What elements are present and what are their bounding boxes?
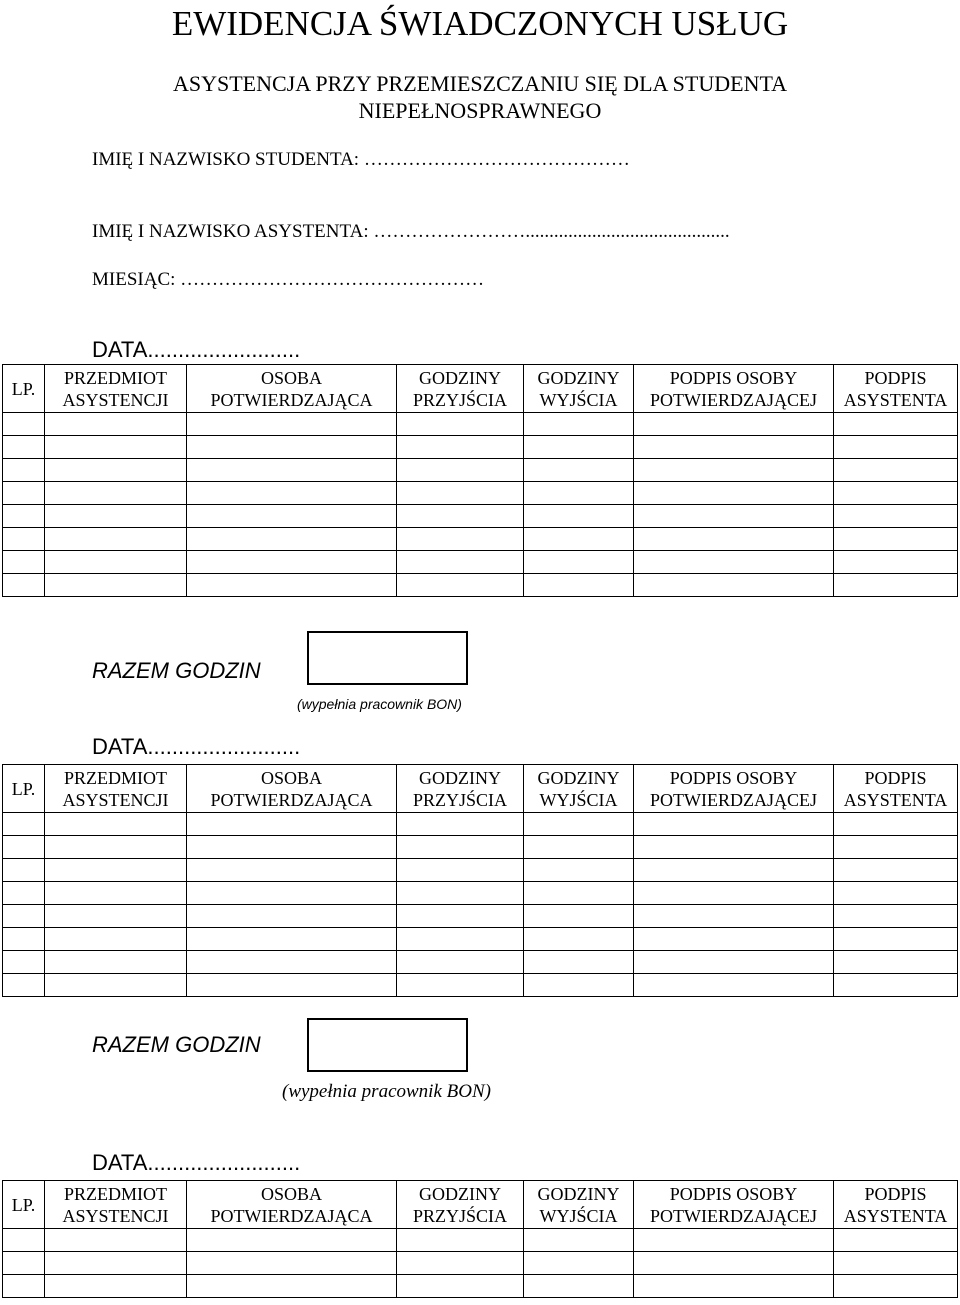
col-time-out-line1: GODZINY	[537, 367, 620, 388]
service-table	[2, 764, 958, 997]
col-time-out-line2: WYJŚCIA	[539, 389, 618, 410]
col-subject-line2: ASYSTENCJI	[62, 789, 169, 810]
col-sign-person-line2: POTWIERDZAJĄCEJ	[650, 789, 817, 810]
table-header-row	[3, 765, 958, 813]
document-title: EWIDENCJA ŚWIADCZONYCH USŁUG	[171, 4, 789, 43]
col-subject-line2: ASYSTENCJI	[62, 389, 169, 410]
col-time-out	[524, 365, 634, 413]
table-row[interactable]	[3, 813, 958, 836]
col-sign-assistant-line1: PODPIS	[864, 767, 927, 788]
total-hours-box[interactable]	[307, 631, 468, 685]
table-row[interactable]	[3, 859, 958, 882]
col-person-line2: POTWIERDZAJĄCA	[210, 389, 373, 410]
table-row[interactable]	[3, 1275, 958, 1298]
col-person-line2: POTWIERDZAJĄCA	[210, 1205, 373, 1226]
table-header-row	[3, 1181, 958, 1229]
col-sign-person-line1: PODPIS OSOBY	[669, 1183, 798, 1204]
col-subject-line1: PRZEDMIOT	[64, 767, 167, 788]
col-subject	[45, 765, 187, 813]
subtitle-line-2: NIEPEŁNOSPRAWNEGO	[358, 98, 602, 123]
service-table	[2, 364, 958, 597]
col-sign-person-line1: PODPIS OSOBY	[669, 767, 798, 788]
table-row[interactable]	[3, 436, 958, 459]
total-hours-box[interactable]	[307, 1018, 468, 1072]
col-time-out	[524, 765, 634, 813]
col-lp	[3, 1181, 45, 1229]
subtitle-line-1: ASYSTENCJA PRZY PRZEMIESZCZANIU SIĘ DLA STUDENTA	[172, 71, 788, 96]
table-row[interactable]	[3, 505, 958, 528]
table-row[interactable]	[3, 905, 958, 928]
table-row[interactable]	[3, 882, 958, 905]
month-field[interactable]: MIESIĄC: …………………………………………	[92, 269, 485, 290]
col-subject-line1: PRZEDMIOT	[64, 367, 167, 388]
col-time-in-line2: PRZYJŚCIA	[412, 789, 508, 810]
col-person-line1: OSOBA	[260, 767, 322, 788]
col-sign-assistant-line2: ASYSTENTA	[843, 1205, 948, 1226]
table-row[interactable]	[3, 459, 958, 482]
col-time-in-line1: GODZINY	[419, 1183, 501, 1204]
col-lp-label: LP.	[11, 1194, 36, 1215]
col-person	[187, 1181, 397, 1229]
col-subject-line1: PRZEDMIOT	[64, 1183, 167, 1204]
table-row[interactable]	[3, 551, 958, 574]
col-sign-person	[634, 765, 834, 813]
col-sign-person	[634, 365, 834, 413]
col-sign-person-line2: POTWIERDZAJĄCEJ	[650, 1205, 817, 1226]
col-sign-person-line2: POTWIERDZAJĄCEJ	[650, 389, 817, 410]
col-time-in-line2: PRZYJŚCIA	[412, 1205, 508, 1226]
col-subject	[45, 365, 187, 413]
table-header-row	[3, 365, 958, 413]
col-person	[187, 365, 397, 413]
date-label[interactable]: DATA.........................	[92, 337, 301, 362]
col-time-out-line1: GODZINY	[537, 1183, 620, 1204]
col-sign-assistant-line2: ASYSTENTA	[843, 389, 948, 410]
total-hours-label: RAZEM GODZIN	[92, 658, 261, 683]
col-sign-assistant-line1: PODPIS	[864, 367, 927, 388]
col-subject-line2: ASYSTENCJI	[62, 1205, 169, 1226]
col-lp	[3, 765, 45, 813]
assistant-name-field[interactable]: IMIĘ I NAZWISKO ASYSTENTA: ……………………...........................................	[92, 221, 730, 242]
col-sign-assistant	[834, 765, 958, 813]
table-row[interactable]	[3, 974, 958, 997]
col-time-out	[524, 1181, 634, 1229]
col-time-in-line2: PRZYJŚCIA	[412, 389, 508, 410]
table-row[interactable]	[3, 836, 958, 859]
table-row[interactable]	[3, 1252, 958, 1275]
col-sign-assistant	[834, 365, 958, 413]
table-row[interactable]	[3, 1229, 958, 1252]
table-row[interactable]	[3, 482, 958, 505]
col-time-in	[397, 1181, 524, 1229]
col-person-line1: OSOBA	[260, 367, 322, 388]
col-time-in-line1: GODZINY	[419, 367, 501, 388]
date-label[interactable]: DATA.........................	[92, 734, 301, 759]
col-person	[187, 765, 397, 813]
col-lp-label: LP.	[11, 778, 36, 799]
document-subtitle	[80, 70, 880, 124]
col-sign-assistant-line2: ASYSTENTA	[843, 789, 948, 810]
table-row[interactable]	[3, 928, 958, 951]
table-row[interactable]	[3, 951, 958, 974]
col-sign-person-line1: PODPIS OSOBY	[669, 367, 798, 388]
col-time-in	[397, 365, 524, 413]
total-hours-label: RAZEM GODZIN	[92, 1032, 261, 1057]
col-time-out-line2: WYJŚCIA	[539, 1205, 618, 1226]
col-person-line1: OSOBA	[260, 1183, 322, 1204]
table-row[interactable]	[3, 574, 958, 597]
col-sign-assistant-line1: PODPIS	[864, 1183, 927, 1204]
col-time-out-line2: WYJŚCIA	[539, 789, 618, 810]
col-sign-person	[634, 1181, 834, 1229]
student-name-field[interactable]: IMIĘ I NAZWISKO STUDENTA: ……………………………………	[92, 149, 630, 170]
col-sign-assistant	[834, 1181, 958, 1229]
col-person-line2: POTWIERDZAJĄCA	[210, 789, 373, 810]
col-time-out-line1: GODZINY	[537, 767, 620, 788]
col-time-in	[397, 765, 524, 813]
service-table	[2, 1180, 958, 1298]
col-lp-label: LP.	[11, 378, 36, 399]
table-row[interactable]	[3, 413, 958, 436]
date-label[interactable]: DATA.........................	[92, 1150, 301, 1175]
table-row[interactable]	[3, 528, 958, 551]
col-subject	[45, 1181, 187, 1229]
col-lp	[3, 365, 45, 413]
total-hours-note: (wypełnia pracownik BON)	[282, 1081, 491, 1102]
col-time-in-line1: GODZINY	[419, 767, 501, 788]
total-hours-note: (wypełnia pracownik BON)	[297, 696, 462, 712]
